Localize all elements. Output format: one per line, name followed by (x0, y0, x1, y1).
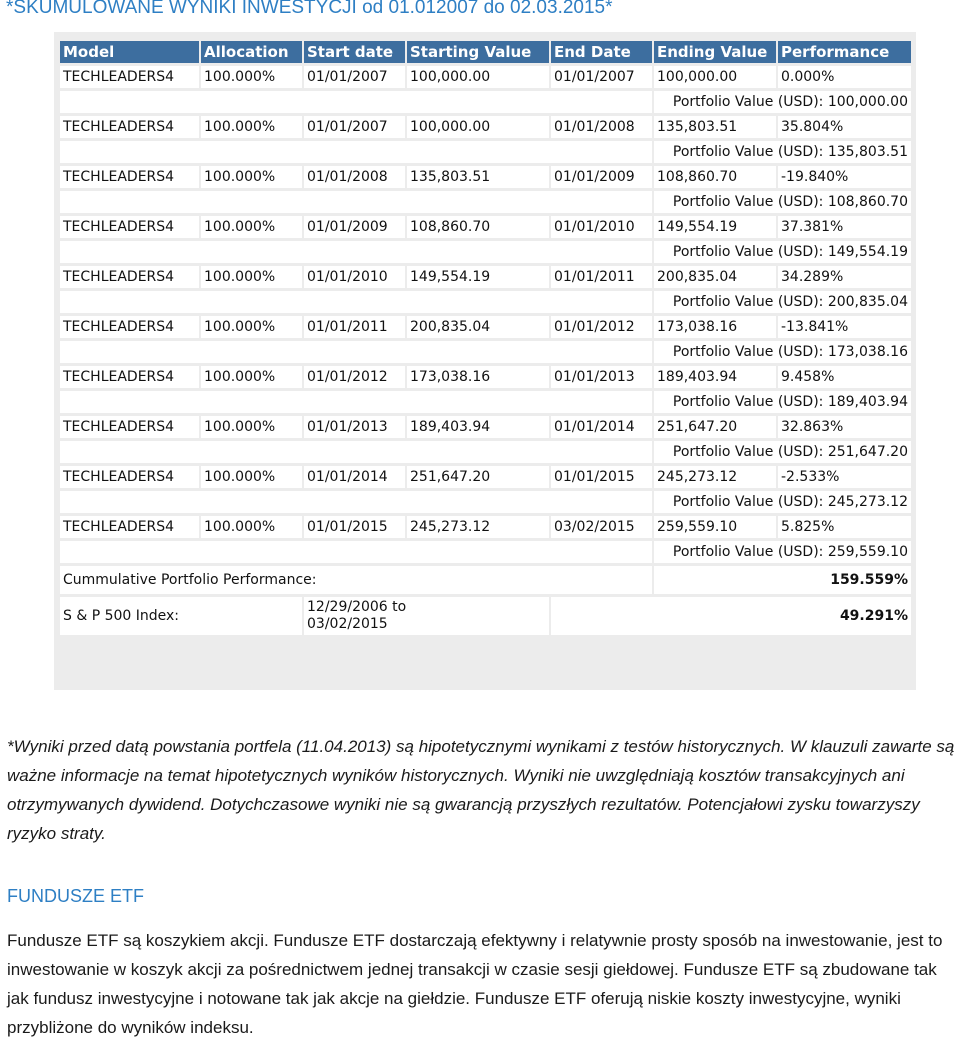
cell-performance: 32.863% (778, 416, 911, 438)
portfolio-value-row (60, 541, 911, 563)
cell-performance: 37.381% (778, 216, 911, 238)
header-performance: Performance (778, 41, 911, 63)
cell-end-date: 01/01/2015 (551, 466, 652, 488)
cell-starting-value: 100,000.00 (407, 116, 549, 138)
etf-heading: FUNDUSZE ETF (7, 886, 144, 906)
cell-start-date: 01/01/2007 (304, 66, 405, 88)
cell-model: TECHLEADERS4 (60, 166, 199, 188)
cell-allocation: 100.000% (201, 116, 302, 138)
cell-ending-value: 135,803.51 (654, 116, 776, 138)
cell-model: TECHLEADERS4 (60, 416, 199, 438)
portfolio-value-spacer (60, 191, 652, 213)
table-row (60, 266, 911, 288)
header-ending-value: Ending Value (654, 41, 776, 63)
portfolio-value: Portfolio Value (USD): 108,860.70 (654, 191, 911, 213)
cell-end-date: 03/02/2015 (551, 516, 652, 538)
cell-starting-value: 173,038.16 (407, 366, 549, 388)
table-row (60, 66, 911, 88)
cell-starting-value: 189,403.94 (407, 416, 549, 438)
cell-model: TECHLEADERS4 (60, 66, 199, 88)
cell-ending-value: 251,647.20 (654, 416, 776, 438)
cell-allocation: 100.000% (201, 466, 302, 488)
sp500-range-start: 12/29/2006 to (307, 599, 407, 615)
cell-model: TECHLEADERS4 (60, 316, 199, 338)
portfolio-value-row (60, 241, 911, 263)
cell-end-date: 01/01/2008 (551, 116, 652, 138)
cell-allocation: 100.000% (201, 266, 302, 288)
portfolio-value-spacer (60, 241, 652, 263)
sp500-date-range (304, 597, 549, 635)
portfolio-value: Portfolio Value (USD): 149,554.19 (654, 241, 911, 263)
cell-allocation: 100.000% (201, 216, 302, 238)
cell-ending-value: 100,000.00 (654, 66, 776, 88)
portfolio-value-spacer (60, 541, 652, 563)
cell-ending-value: 245,273.12 (654, 466, 776, 488)
portfolio-value-spacer (60, 91, 652, 113)
portfolio-value-row (60, 91, 911, 113)
cell-ending-value: 108,860.70 (654, 166, 776, 188)
portfolio-value: Portfolio Value (USD): 173,038.16 (654, 341, 911, 363)
cell-end-date: 01/01/2012 (551, 316, 652, 338)
cell-starting-value: 245,273.12 (407, 516, 549, 538)
disclaimer-text: *Wyniki przed datą powstania portfela (11.04.2013) są hipotetycznymi wynikami z testów historycznych. W klauzuli zawarte są ważne informacje na temat hipotetycznych wyników historycznych. Wyniki nie uwzględniają kosztów transakcyjnych ani otrzymywanych dywidend. Dotychczasowe wyniki nie są gwarancją przyszłych rezultatów. Potencjałowi zysku towarzyszy ryzyko straty. (7, 737, 955, 843)
cell-end-date: 01/01/2013 (551, 366, 652, 388)
portfolio-value: Portfolio Value (USD): 251,647.20 (654, 441, 911, 463)
cell-starting-value: 200,835.04 (407, 316, 549, 338)
portfolio-value-row (60, 341, 911, 363)
results-table (58, 38, 913, 638)
portfolio-value: Portfolio Value (USD): 200,835.04 (654, 291, 911, 313)
sp500-range-end: 03/02/2015 (307, 616, 388, 632)
page-heading: *SKUMULOWANE WYNIKI INWESTYCJI od 01.012007 do 02.03.2015* (6, 0, 613, 18)
cell-model: TECHLEADERS4 (60, 366, 199, 388)
table-row (60, 166, 911, 188)
cell-end-date: 01/01/2010 (551, 216, 652, 238)
table-row (60, 216, 911, 238)
portfolio-value-spacer (60, 491, 652, 513)
table-row (60, 116, 911, 138)
portfolio-value: Portfolio Value (USD): 259,559.10 (654, 541, 911, 563)
cumulative-value: 159.559% (654, 566, 911, 594)
portfolio-value: Portfolio Value (USD): 100,000.00 (654, 91, 911, 113)
table-row (60, 366, 911, 388)
cell-allocation: 100.000% (201, 516, 302, 538)
etf-description: Fundusze ETF są koszykiem akcji. Fundusze ETF dostarczają efektywny i relatywnie prosty sposób na inwestowanie, jest to inwestowanie w koszyk akcji za pośrednictwem jednej transakcji w czasie sesji giełdowej. Fundusze ETF są zbudowane tak jak fundusz inwestycyjne i notowane tak jak akcje na giełdzie. Fundusze ETF oferują niskie koszty inwestycyjne, wyniki przybliżone do wyników indeksu. (7, 931, 943, 1037)
cell-performance: 0.000% (778, 66, 911, 88)
portfolio-value-row (60, 191, 911, 213)
header-model: Model (60, 41, 199, 63)
cumulative-label: Cummulative Portfolio Performance: (60, 566, 652, 594)
cumulative-row (60, 566, 911, 594)
header-end-date: End Date (551, 41, 652, 63)
header-start-date: Start date (304, 41, 405, 63)
cell-start-date: 01/01/2009 (304, 216, 405, 238)
portfolio-value-row (60, 291, 911, 313)
portfolio-value-spacer (60, 441, 652, 463)
cell-starting-value: 135,803.51 (407, 166, 549, 188)
portfolio-value-spacer (60, 141, 652, 163)
portfolio-value-spacer (60, 291, 652, 313)
cell-start-date: 01/01/2012 (304, 366, 405, 388)
portfolio-value: Portfolio Value (USD): 135,803.51 (654, 141, 911, 163)
cell-start-date: 01/01/2014 (304, 466, 405, 488)
cell-ending-value: 149,554.19 (654, 216, 776, 238)
cell-starting-value: 149,554.19 (407, 266, 549, 288)
cell-allocation: 100.000% (201, 416, 302, 438)
portfolio-value-row (60, 441, 911, 463)
cell-end-date: 01/01/2011 (551, 266, 652, 288)
table-row (60, 416, 911, 438)
table-row (60, 316, 911, 338)
cell-starting-value: 108,860.70 (407, 216, 549, 238)
cell-start-date: 01/01/2010 (304, 266, 405, 288)
cell-end-date: 01/01/2014 (551, 416, 652, 438)
portfolio-value-spacer (60, 341, 652, 363)
sp500-row (60, 597, 911, 635)
cell-model: TECHLEADERS4 (60, 116, 199, 138)
cell-performance: -19.840% (778, 166, 911, 188)
cell-model: TECHLEADERS4 (60, 216, 199, 238)
cell-ending-value: 200,835.04 (654, 266, 776, 288)
cell-model: TECHLEADERS4 (60, 516, 199, 538)
cell-model: TECHLEADERS4 (60, 266, 199, 288)
header-starting-value: Starting Value (407, 41, 549, 63)
cell-start-date: 01/01/2011 (304, 316, 405, 338)
cell-start-date: 01/01/2013 (304, 416, 405, 438)
table-header-row (60, 41, 911, 63)
cell-allocation: 100.000% (201, 316, 302, 338)
cell-allocation: 100.000% (201, 66, 302, 88)
portfolio-value: Portfolio Value (USD): 189,403.94 (654, 391, 911, 413)
cell-start-date: 01/01/2008 (304, 166, 405, 188)
cell-performance: 34.289% (778, 266, 911, 288)
portfolio-value: Portfolio Value (USD): 245,273.12 (654, 491, 911, 513)
cell-ending-value: 259,559.10 (654, 516, 776, 538)
cell-starting-value: 100,000.00 (407, 66, 549, 88)
results-table-container (54, 32, 916, 690)
table-row (60, 516, 911, 538)
cell-ending-value: 173,038.16 (654, 316, 776, 338)
cell-performance: 9.458% (778, 366, 911, 388)
cell-end-date: 01/01/2007 (551, 66, 652, 88)
cell-start-date: 01/01/2007 (304, 116, 405, 138)
cell-performance: 35.804% (778, 116, 911, 138)
cell-model: TECHLEADERS4 (60, 466, 199, 488)
sp500-label: S & P 500 Index: (60, 597, 302, 635)
cell-performance: 5.825% (778, 516, 911, 538)
table-row (60, 466, 911, 488)
cell-starting-value: 251,647.20 (407, 466, 549, 488)
portfolio-value-row (60, 491, 911, 513)
cell-allocation: 100.000% (201, 366, 302, 388)
cell-start-date: 01/01/2015 (304, 516, 405, 538)
cell-performance: -2.533% (778, 466, 911, 488)
cell-end-date: 01/01/2009 (551, 166, 652, 188)
portfolio-value-row (60, 391, 911, 413)
cell-performance: -13.841% (778, 316, 911, 338)
sp500-value: 49.291% (551, 597, 911, 635)
cell-allocation: 100.000% (201, 166, 302, 188)
portfolio-value-row (60, 141, 911, 163)
portfolio-value-spacer (60, 391, 652, 413)
cell-ending-value: 189,403.94 (654, 366, 776, 388)
header-allocation: Allocation (201, 41, 302, 63)
